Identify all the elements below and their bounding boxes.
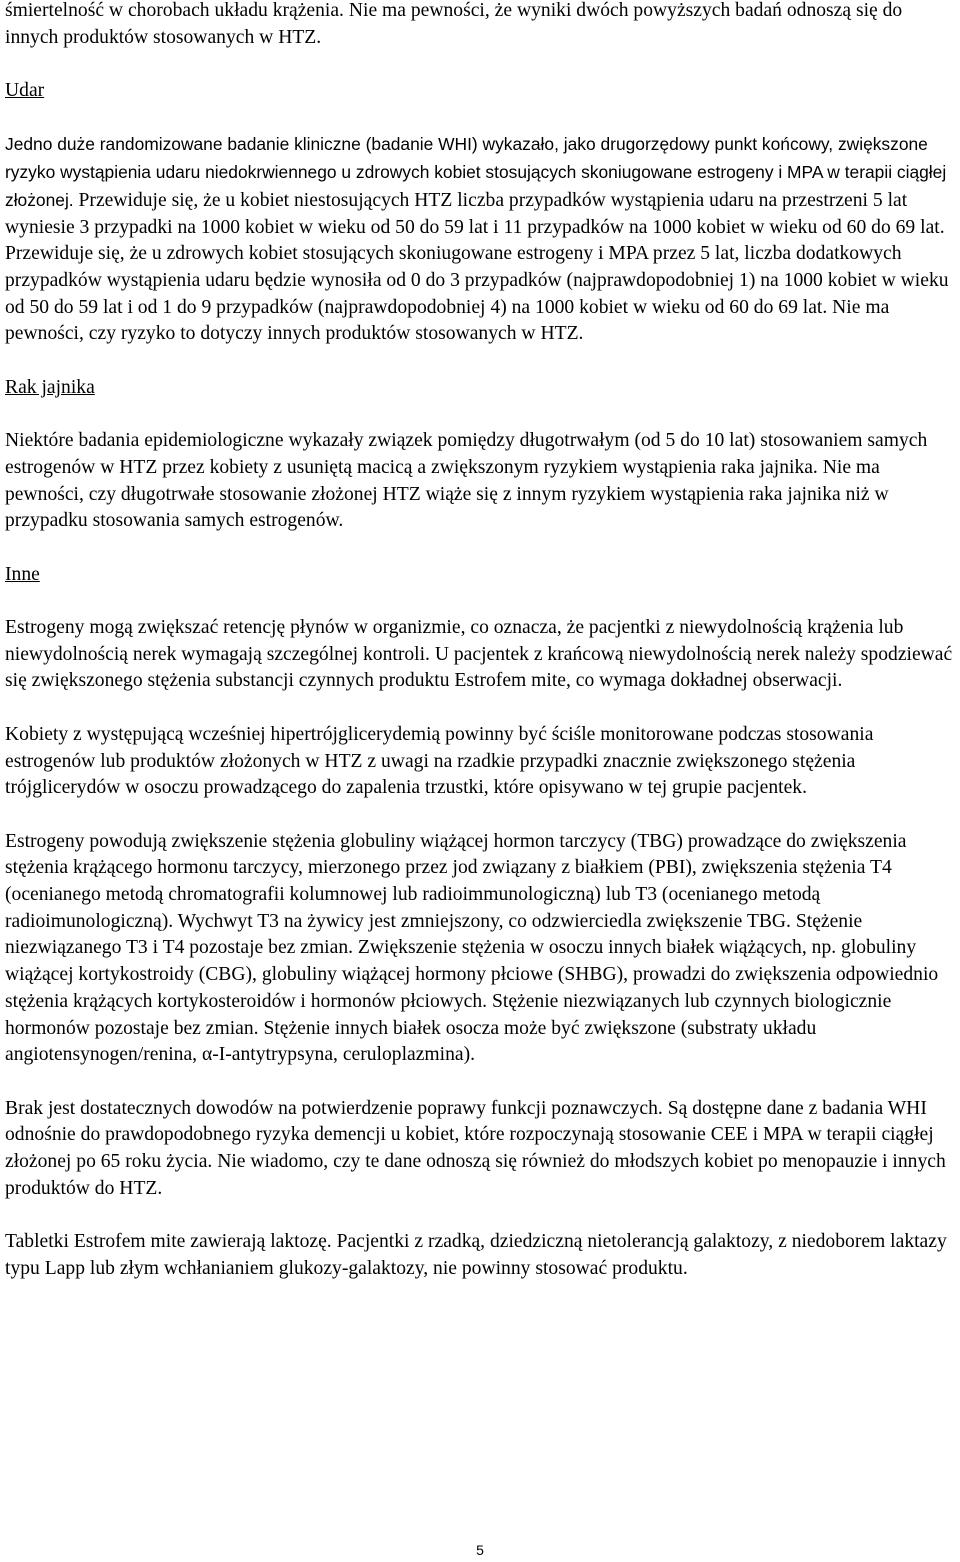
udar-paragraph-rest: Przewiduje się, że u kobiet niestosujących HTZ liczba przypadków wystąpienia udaru na przestrzeni 5 lat wyniesie 3 przypadki na 1000 kobiet w wieku od 50 do 59 lat i 11 przypadków na 1000 kobiet w wieku od 60 do 69 lat. Przewiduje się, że u zdrowych kobiet stosujących skoniugowane estrogeny i MPA przez 5 lat, liczba dodatkowych przypadków wystąpienia udaru będzie wynosiła od 0 do 3 przypadków (najprawdopodobniej 1) na 1000 kobiet w wieku od 50 do 59 lat i od 1 do 9 przypadków (najprawdopodobniej 4) na 1000 kobiet w wieku od 60 do 69 lat. Nie ma pewności, czy ryzyko to dotyczy innych produktów stosowanych w HTZ.: [5, 189, 949, 345]
inne-paragraph-fluid-retention: Estrogeny mogą zwiększać retencję płynów w organizmie, co oznacza, że pacjentki z niewydolnością krążenia lub niewydolnością nerek wymagają szczególnej kontroli. U pacjentek z krańcową niewydolnością nerek należy spodziewać się zwiększonego stężenia substancji czynnych produktu Estrofem mite, co wymaga dokładnej obserwacji.: [5, 617, 953, 692]
section-heading-udar: Udar: [5, 80, 45, 102]
intro-paragraph: śmiertelność w chorobach układu krążenia. Nie ma pewności, że wyniki dwóch powyższych badań odnoszą się do innych produktów stosowanych w HTZ.: [5, 0, 903, 48]
page-number: 5: [476, 1542, 484, 1558]
section-heading-inne: Inne: [5, 563, 40, 585]
udar-paragraph: [5, 131, 957, 348]
inne-paragraph-lactose: Tabletki Estrofem mite zawierają laktozę. Pacjentki z rzadką, dziedziczną nietolerancją galaktozy, z niedoborem laktazy typu Lapp lub złym wchłanianiem glukozy-galaktozy, nie powinny stosować produktu.: [5, 1231, 947, 1279]
document-page: [5, 0, 957, 1309]
inne-paragraph-hypertriglyceridemia: Kobiety z występującą wcześniej hipertrójglicerydemią powinny być ściśle monitorowane podczas stosowania estrogenów lub produktów złożonych w HTZ z uwagi na rzadkie przypadki znacznie zwiększonego stężenia trójglicerydów w osoczu prowadzącego do zapalenia trzustki, które opisywano w tej grupie pacjentek.: [5, 723, 874, 799]
udar-paragraph-lead: Jedno duże randomizowane badanie kliniczne (badanie WHI) wykazało, jako drugorzędowy punkt końcowy, zwiększone ryzyko wystąpienia udaru niedokrwiennego u zdrowych kobiet stosujących skoniugowane estrogeny i MPA w terapii ciągłej złożonej.: [5, 134, 947, 210]
section-heading-rak-jajnika: Rak jajnika: [5, 376, 95, 398]
rak-jajnika-paragraph: Niektóre badania epidemiologiczne wykazały związek pomiędzy długotrwałym (od 5 do 10 lat) stosowaniem samych estrogenów w HTZ przez kobiety z usuniętą macicą a zwiększonym ryzykiem wystąpienia raka jajnika. Nie ma pewności, czy długotrwałe stosowanie złożonej HTZ wiąże się z innym ryzykiem wystąpienia raka jajnika niż w przypadku stosowania samych estrogenów.: [5, 430, 928, 532]
inne-paragraph-thyroid: Estrogeny powodują zwiększenie stężenia globuliny wiążącej hormon tarczycy (TBG) prowadzące do zwiększenia stężenia krążącego hormonu tarczycy, mierzonego przez jod związany z białkiem (PBI), zwiększenia stężenia T4 (ocenianego metodą chromatografii kolumnowej lub radioimmunologiczną) lub T3 (ocenianego metodą radioimunologiczną). Wychwyt T3 na żywicy jest zmniejszony, co odzwierciedla zwiększenie TBG. Stężenie niezwiązanego T3 i T4 pozostaje bez zmian. Zwiększenie stężenia w osoczu innych białek wiążących, np. globuliny wiążącej kortykostroidy (CBG), globuliny wiążącej hormony płciowe (SHBG), prowadzi do zwiększenia odpowiednio stężenia krążących kortykosteroidów i hormonów płciowych. Stężenie niezwiązanych lub czynnych biologicznie hormonów pozostaje bez zmian. Stężenie innych białek osocza może być zwiększone (substraty układu angiotensynogen/renina, α-I-antytrypsyna, ceruloplazmina).: [5, 830, 939, 1066]
inne-paragraph-cognitive: Brak jest dostatecznych dowodów na potwierdzenie poprawy funkcji poznawczych. Są dostępne dane z badania WHI odnośnie do prawdopodobnego ryzyka demencji u kobiet, które rozpoczynają stosowanie CEE i MPA w terapii ciągłej złożonej po 65 roku życia. Nie wiadomo, czy te dane odnoszą się również do młodszych kobiet po menopauzie i innych produktów do HTZ.: [5, 1097, 946, 1199]
